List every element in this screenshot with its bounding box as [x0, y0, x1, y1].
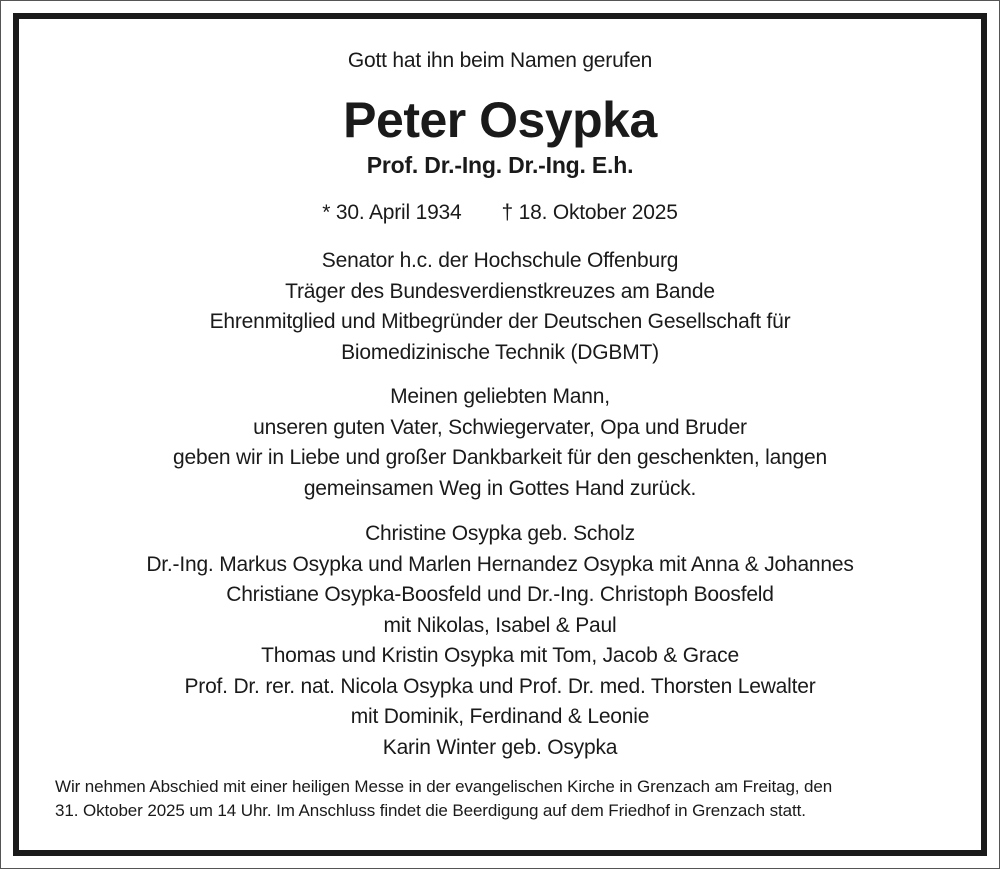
deceased-name: Peter Osypka [343, 92, 657, 148]
academic-title: Prof. Dr.-Ing. Dr.-Ing. E.h. [366, 152, 634, 178]
mourner-line: Dr.-Ing. Markus Osypka und Marlen Hernandez Osypka mit Anna & Johannes [146, 552, 854, 576]
message-line: unseren guten Vater, Schwiegervater, Opa und Bruder [253, 415, 747, 439]
message [0, 382, 1000, 504]
mourners [0, 519, 1000, 763]
honor-line: Ehrenmitglied und Mitbegründer der Deutschen Gesellschaft für [209, 310, 791, 333]
message-line: Meinen geliebten Mann, [390, 385, 610, 408]
funeral-info-line: 31. Oktober 2025 um 14 Uhr. Im Anschluss findet die Beerdigung auf dem Friedhof in Grenzach statt. [55, 801, 806, 820]
mourner-line: Christiane Osypka-Boosfeld und Dr.-Ing. Christoph Boosfeld [226, 583, 774, 606]
mourner-line: Thomas und Kristin Osypka mit Tom, Jacob & Grace [261, 644, 739, 667]
death-date: † 18. Oktober 2025 [501, 201, 678, 224]
header [0, 46, 1000, 77]
message-line: gemeinsamen Weg in Gottes Hand zurück. [303, 476, 697, 500]
honor-line: Träger des Bundesverdienstkreuzes am Bande [285, 279, 715, 303]
funeral-info-line: Wir nehmen Abschied mit einer heiligen Messe in der evangelischen Kirche in Grenzach am Freitag, den [55, 777, 833, 796]
honor-line: Senator h.c. der Hochschule Offenburg [321, 249, 679, 272]
mourner-line: mit Nikolas, Isabel & Paul [383, 613, 617, 637]
honor-line: Biomedizinische Technik (DGBMT) [341, 340, 659, 364]
funeral-info [55, 775, 955, 823]
mourner-line: Prof. Dr. rer. nat. Nicola Osypka und Prof. Dr. med. Thorsten Lewalter [184, 674, 816, 698]
mourner-line: Christine Osypka geb. Scholz [365, 522, 635, 545]
mourner-line: Karin Winter geb. Osypka [382, 735, 618, 759]
motto: Gott hat ihn beim Namen gerufen [347, 49, 653, 72]
honors [0, 246, 1000, 368]
dates [0, 198, 1000, 229]
message-line: geben wir in Liebe und großer Dankbarkeit für den geschenkten, langen [173, 446, 827, 469]
mourner-line: mit Dominik, Ferdinand & Leonie [350, 705, 650, 728]
name-block [0, 90, 1000, 180]
birth-date: * 30. April 1934 [322, 201, 462, 224]
